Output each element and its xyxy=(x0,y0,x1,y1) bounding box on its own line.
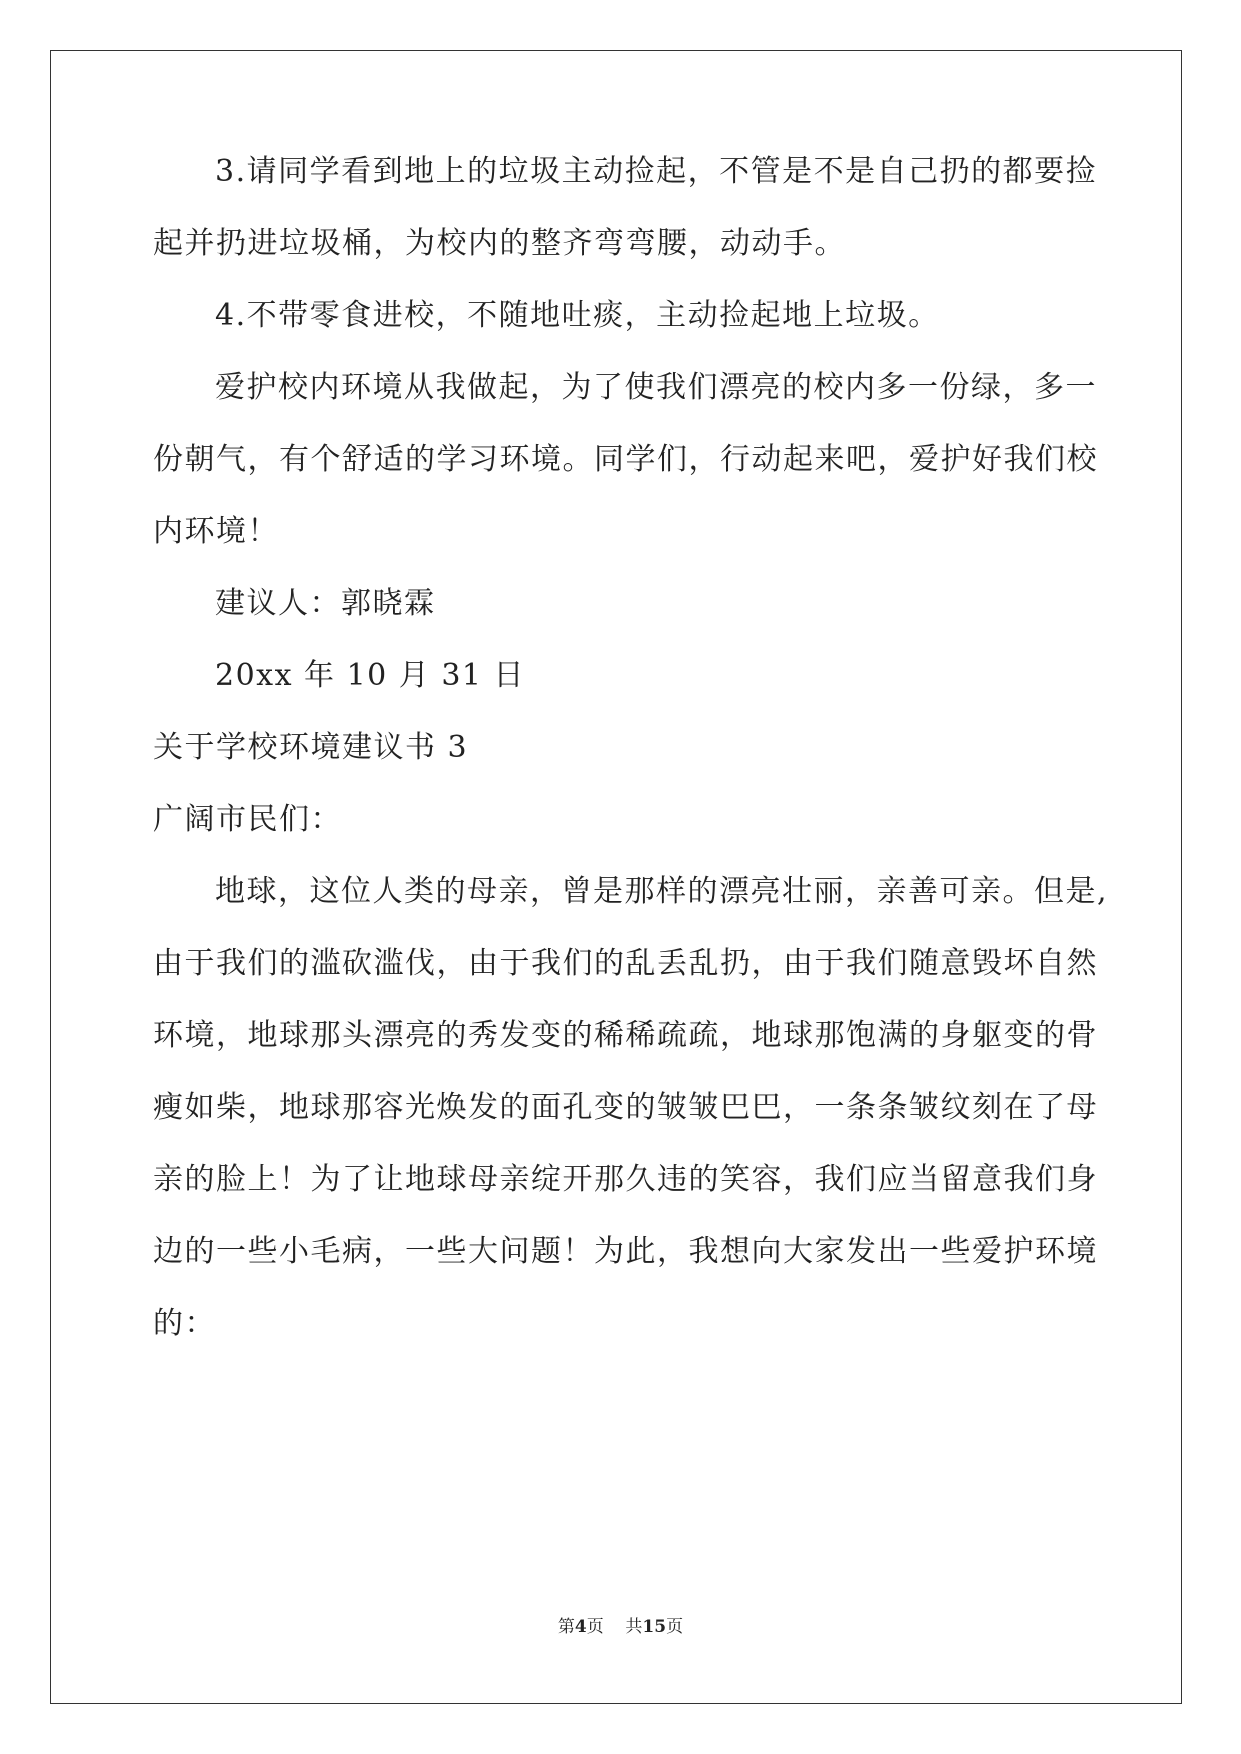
paragraph-line: 环境，地球那头漂亮的秀发变的稀稀疏疏，地球那饱满的身躯变的骨 xyxy=(153,1018,1098,1053)
total-pages-number: 15 xyxy=(642,1617,667,1637)
paragraph-line: 起并扔进垃圾桶，为校内的整齐弯弯腰，动动手。 xyxy=(153,226,846,261)
paragraph-line: 爱护校内环境从我做起，为了使我们漂亮的校内多一份绿，多一 xyxy=(215,370,1097,405)
paragraph-line: 由于我们的滥砍滥伐，由于我们的乱丢乱扔，由于我们随意毁坏自然 xyxy=(153,946,1098,981)
signature-line: 建议人：郭晓霖 xyxy=(215,586,436,621)
footer-total-prefix: 共 xyxy=(625,1617,643,1637)
paragraph-line: 内环境！ xyxy=(153,514,279,549)
salutation: 广阔市民们： xyxy=(153,802,342,837)
current-page-number: 4 xyxy=(574,1617,587,1637)
footer-total-suffix: 页 xyxy=(666,1617,684,1637)
page-footer xyxy=(0,1612,1241,1637)
paragraph-line: 瘦如柴，地球那容光焕发的面孔变的皱皱巴巴，一条条皱纹刻在了母 xyxy=(153,1090,1098,1125)
paragraph-line: 4.不带零食进校，不随地吐痰，主动捡起地上垃圾。 xyxy=(215,298,940,333)
paragraph-line: 份朝气，有个舒适的学习环境。同学们，行动起来吧，爱护好我们校 xyxy=(153,442,1098,477)
date-line: 20xx 年 10 月 31 日 xyxy=(215,658,526,693)
paragraph-line: 地球，这位人类的母亲，曾是那样的漂亮壮丽，亲善可亲。但是, xyxy=(215,874,1109,909)
section-title: 关于学校环境建议书 3 xyxy=(153,730,469,765)
paragraph-line: 3.请同学看到地上的垃圾主动捡起，不管是不是自己扔的都要捡 xyxy=(215,154,1098,189)
paragraph-line: 边的一些小毛病，一些大问题！为此，我想向大家发出一些爱护环境 xyxy=(153,1234,1098,1269)
paragraph-line: 的： xyxy=(153,1306,216,1341)
footer-page-word: 页 xyxy=(586,1617,604,1637)
footer-prefix: 第 xyxy=(557,1617,575,1637)
paragraph-line: 亲的脸上！为了让地球母亲绽开那久违的笑容，我们应当留意我们身 xyxy=(153,1162,1098,1197)
